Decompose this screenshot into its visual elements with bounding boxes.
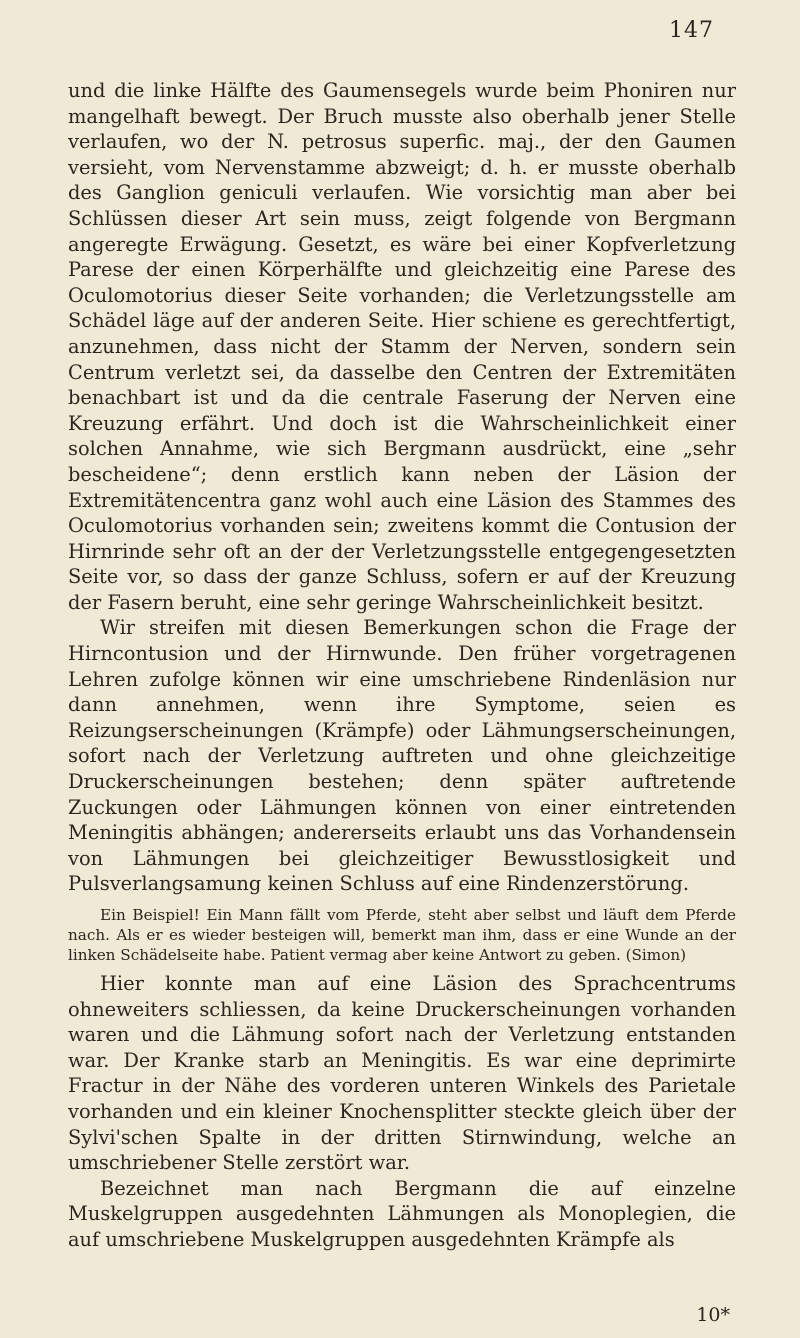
body-text	[68, 78, 736, 1253]
paragraph-1: und die linke Hälfte des Gaumensegels wurde beim Phoniren nur mangelhaft bewegt. Der Bruch musste also oberhalb jener Stelle verlaufen, wo der N. petrosus superfic. maj., der den Gaumen versieht, vom Nervenstamme abzweigt; d. h. er musste oberhalb des Ganglion geniculi verlaufen. Wie vorsichtig man aber bei Schlüssen dieser Art sein muss, zeigt folgende von Bergmann angeregte Erwägung. Gesetzt, es wäre bei einer Kopfverletzung Parese der einen Körperhälfte und gleichzeitig eine Parese des Oculomotorius dieser Seite vorhanden; die Verletzungsstelle am Schädel läge auf der anderen Seite. Hier schiene es gerechtfertigt, anzunehmen, dass nicht der Stamm der Nerven, sondern sein Centrum verletzt sei, da dasselbe den Centren der Extremitäten benachbart ist und da die centrale Faserung der Nerven eine Kreuzung erfährt. Und doch ist die Wahrscheinlichkeit einer solchen Annahme, wie sich Bergmann ausdrückt, eine „sehr bescheidene“; denn erstlich kann neben der Läsion der Extremitätencentra ganz wohl auch eine Läsion des Stammes des Oculomotorius vorhanden sein; zweitens kommt die Contusion der Hirnrinde sehr oft an der der Verletzungsstelle entgegengesetzten Seite vor, so dass der ganze Schluss, sofern er auf der Kreuzung der Fasern beruht, eine sehr geringe Wahrscheinlichkeit besitzt.	[68, 79, 736, 614]
paragraph-3: Hier konnte man auf eine Läsion des Sprachcentrums ohneweiters schliessen, da keine Druckerscheinungen vorhanden waren und die Lähmung sofort nach der Verletzung entstanden war. Der Kranke starb an Meningitis. Es war eine deprimirte Fractur in der Nähe des vorderen unteren Winkels des Parietale vorhanden und ein kleiner Knochensplitter steckte gleich über der Sylvi'schen Spalte in der dritten Stirnwindung, welche an umschriebener Stelle zerstört war.	[68, 972, 736, 1175]
example-text: Ein Beispiel! Ein Mann fällt vom Pferde, steht aber selbst und läuft dem Pferde nach. Als er es wieder besteigen will, bemerkt man ihm, dass er eine Wunde an der linken Schädelseite habe. Patient vermag aber keine Antwort zu geben. (Simon)	[68, 906, 736, 964]
page-number: 147	[669, 18, 714, 43]
paragraph-4: Bezeichnet man nach Bergmann die auf einzelne Muskelgruppen ausgedehnten Lähmungen als Monoplegien, die auf umschriebene Muskelgruppen ausgedehnten Krämpfe als	[68, 1176, 736, 1251]
example-block	[68, 905, 736, 965]
paragraph-2: Wir streifen mit diesen Bemerkungen schon die Frage der Hirncontusion und der Hirnwunde. Den früher vorgetragenen Lehren zufolge können wir eine umschriebene Rindenläsion nur dann annehmen, wenn ihre Symptome, seien es Reizungserscheinungen (Krämpfe) oder Lähmungserscheinungen, sofort nach der Verletzung auftreten und ohne gleichzeitige Druckerscheinungen bestehen; denn später auftretende Zuckungen oder Lähmungen können von einer eintretenden Meningitis abhängen; andererseits erlaubt uns das Vorhandensein von Lähmungen bei gleichzeitiger Bewusstlosigkeit und Pulsverlangsamung keinen Schluss auf eine Rindenzerstörung.	[68, 616, 736, 896]
signature-mark: 10*	[696, 1304, 730, 1326]
